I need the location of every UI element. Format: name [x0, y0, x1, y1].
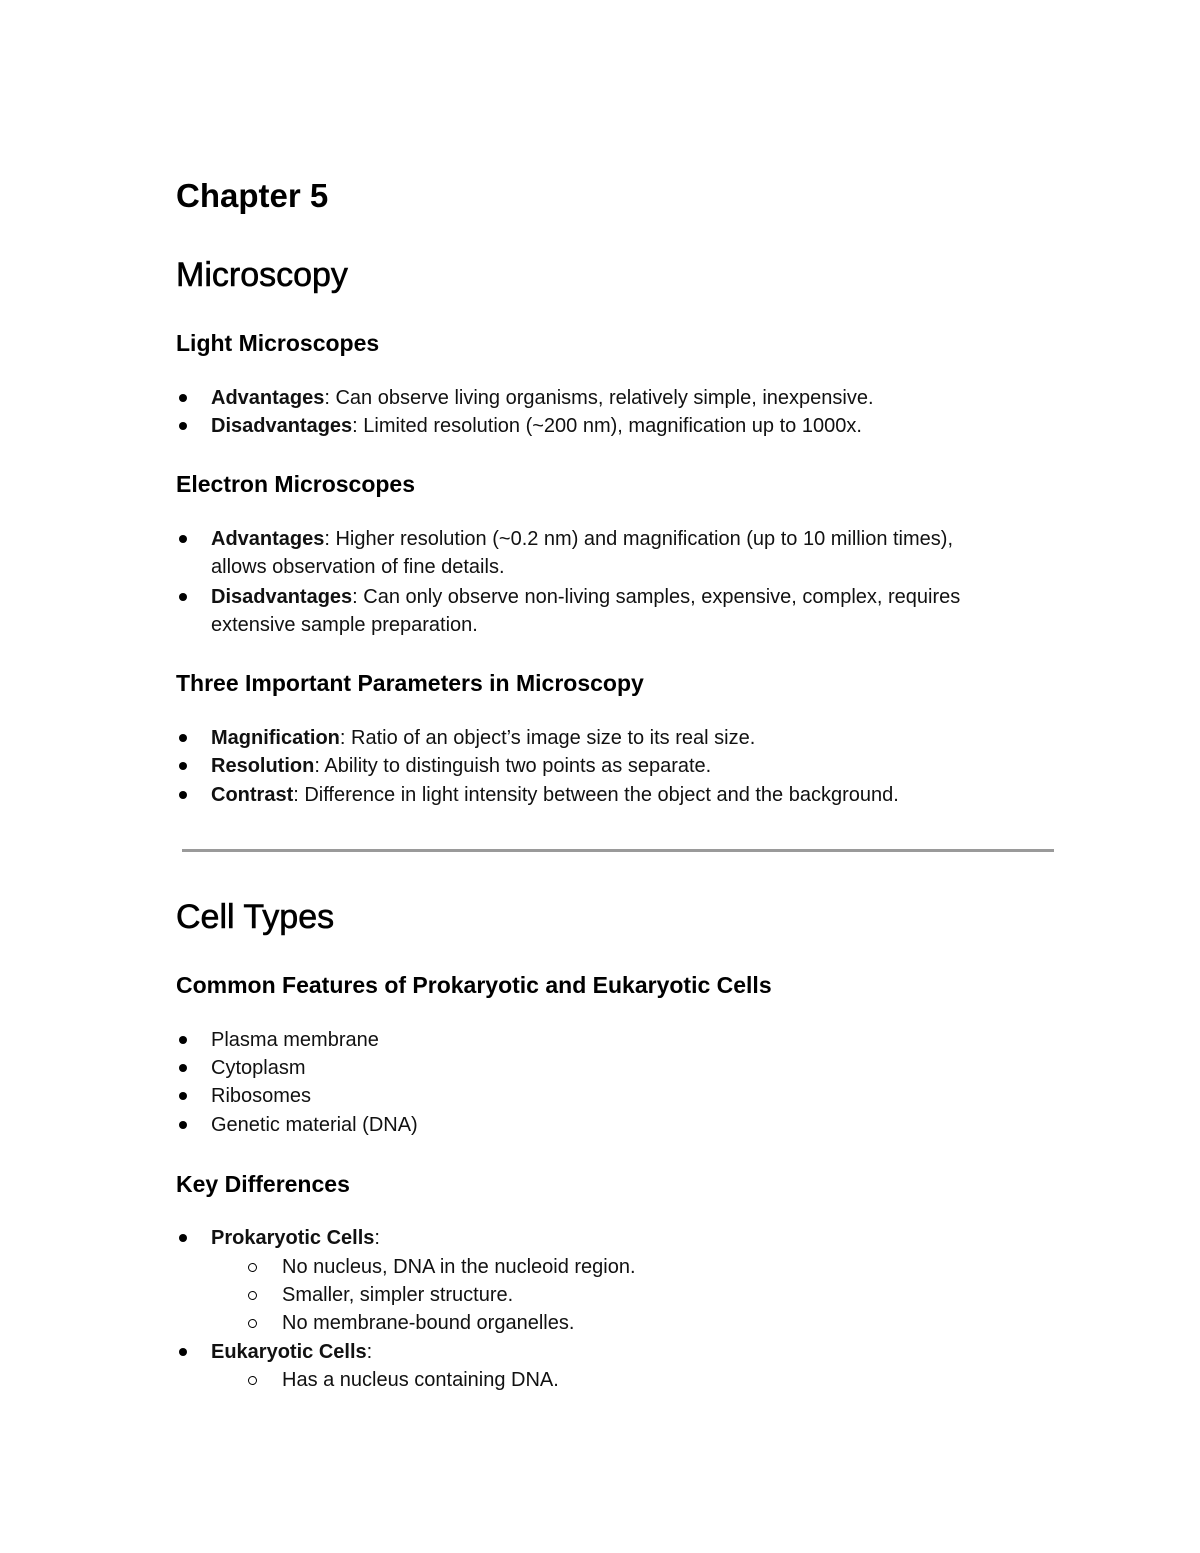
bullet-icon: [179, 1121, 187, 1129]
list-item-continuation: extensive sample preparation.: [211, 614, 478, 636]
list-item: [211, 724, 755, 752]
heading-electron-microscopes: Electron Microscopes: [176, 471, 416, 497]
horizontal-divider: [182, 849, 1054, 852]
heading-parameters: Three Important Parameters in Microscopy: [176, 670, 644, 696]
list-item: [211, 781, 899, 809]
bullet-icon: [179, 394, 187, 402]
bullet-icon: [179, 422, 187, 430]
list-item-text: : Limited resolution (~200 nm), magnification up to 1000x.: [352, 415, 862, 437]
list-item: Cytoplasm: [211, 1057, 306, 1079]
list-item-text: :: [374, 1227, 380, 1249]
list-item: Genetic material (DNA): [211, 1114, 418, 1136]
list-item-text: :: [366, 1341, 373, 1363]
heading-key-differences: Key Differences: [176, 1171, 350, 1197]
list-item: Plasma membrane: [211, 1029, 379, 1051]
list-item-term: Contrast: [211, 784, 294, 806]
list-item-continuation: allows observation of fine details.: [211, 556, 505, 578]
bullet-icon: [179, 762, 187, 770]
list-item-text: : Can observe living organisms, relatively simple, inexpensive.: [324, 387, 874, 409]
list-item-term: Advantages: [211, 528, 325, 550]
heading-light-microscopes: Light Microscopes: [176, 330, 380, 356]
sub-list-item: No nucleus, DNA in the nucleoid region.: [282, 1256, 636, 1278]
list-item-term: Disadvantages: [211, 586, 353, 608]
list-item-term: Resolution: [211, 755, 315, 777]
bullet-icon: [179, 1036, 187, 1044]
list-item-term: Magnification: [211, 727, 340, 749]
section-title-microscopy: Microscopy: [176, 256, 348, 294]
bullet-icon: [179, 1348, 187, 1356]
sub-list-item: Smaller, simpler structure.: [282, 1284, 514, 1306]
list-item: Ribosomes: [211, 1085, 312, 1107]
list-item-text: : Ratio of an object’s image size to its real size.: [339, 727, 756, 749]
bullet-icon: [179, 734, 187, 742]
heading-common-features: Common Features of Prokaryotic and Eukaryotic Cells: [176, 972, 772, 998]
list-item-text: : Higher resolution (~0.2 nm) and magnification (up to 10 million times),: [324, 528, 953, 550]
list-item-text: : Can only observe non-living samples, expensive, complex, requires: [352, 586, 961, 608]
hollow-bullet-icon: [248, 1319, 257, 1328]
list-item-term: Eukaryotic Cells: [211, 1341, 367, 1363]
sub-list-item: Has a nucleus containing DNA.: [282, 1369, 559, 1391]
list-item: [211, 752, 711, 780]
bullet-icon: [179, 535, 187, 543]
list-item-term: Prokaryotic Cells: [211, 1227, 375, 1249]
list-item: [211, 1224, 380, 1252]
bullet-icon: [179, 593, 187, 601]
list-item-term: Advantages: [211, 387, 325, 409]
list-item-term: Disadvantages: [211, 415, 353, 437]
bullet-icon: [179, 791, 187, 799]
list-item: [211, 1338, 372, 1366]
chapter-title: Chapter 5: [176, 177, 329, 214]
hollow-bullet-icon: [248, 1291, 257, 1300]
section-title-cell-types: Cell Types: [176, 898, 335, 936]
list-item: [211, 525, 953, 553]
hollow-bullet-icon: [248, 1376, 257, 1385]
list-item-text: : Difference in light intensity between the object and the background.: [293, 784, 899, 806]
bullet-icon: [179, 1064, 187, 1072]
list-item: [211, 412, 862, 440]
list-item: [211, 583, 960, 611]
list-item: [211, 384, 874, 412]
bullet-icon: [179, 1092, 187, 1100]
hollow-bullet-icon: [248, 1263, 257, 1272]
sub-list-item: No membrane-bound organelles.: [282, 1312, 575, 1334]
bullet-icon: [179, 1234, 187, 1242]
list-item-text: : Ability to distinguish two points as separate.: [314, 755, 712, 777]
